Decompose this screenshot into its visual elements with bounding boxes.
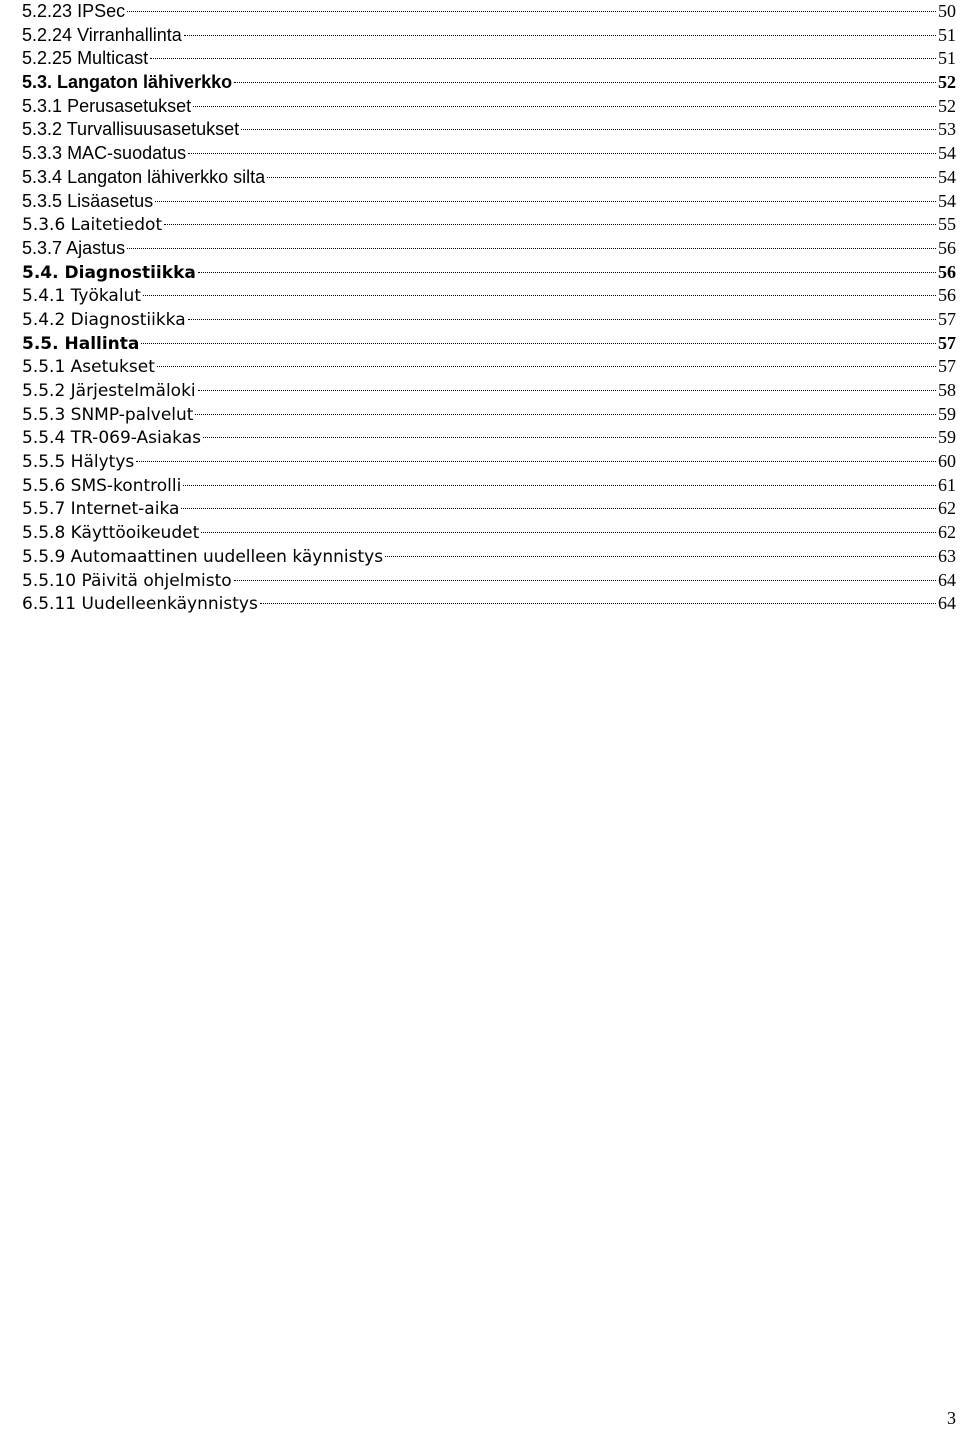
toc-entry-label xyxy=(22,593,258,617)
table-of-contents xyxy=(22,0,956,616)
dot-leader xyxy=(184,35,936,36)
toc-entry-page: 64 xyxy=(938,593,956,614)
toc-entry-label xyxy=(22,309,186,333)
dot-leader xyxy=(141,343,936,344)
toc-entry-page: 62 xyxy=(938,522,956,543)
toc-entry-label xyxy=(22,356,155,380)
toc-entry-label xyxy=(22,475,181,499)
toc-entry-title: Virranhallinta xyxy=(77,24,182,45)
toc-entry-page: 63 xyxy=(938,545,956,566)
toc-entry-title: Multicast xyxy=(77,48,149,69)
toc-entry-number: 5.5.6 xyxy=(22,475,66,496)
toc-entry-page: 64 xyxy=(938,569,956,590)
toc-entry-label xyxy=(22,24,182,48)
dot-leader xyxy=(201,532,936,533)
toc-entry[interactable] xyxy=(22,403,956,427)
toc-entry-number: 5.2.23 xyxy=(22,1,73,21)
toc-entry-number: 6.5.11 xyxy=(22,594,77,615)
toc-entry-label xyxy=(22,285,141,309)
dot-leader xyxy=(193,106,936,107)
toc-entry-title: Diagnostiikka xyxy=(70,309,186,330)
toc-entry-page: 57 xyxy=(938,308,956,329)
dot-leader xyxy=(267,177,936,178)
dot-leader xyxy=(150,58,936,59)
toc-entry[interactable] xyxy=(22,332,956,356)
dot-leader xyxy=(241,129,936,130)
toc-entry-page: 54 xyxy=(938,143,956,164)
dot-leader xyxy=(195,414,936,415)
toc-entry[interactable] xyxy=(22,355,956,379)
toc-entry-title: Päivitä ohjelmisto xyxy=(81,570,232,591)
dot-leader xyxy=(136,461,936,462)
toc-entry-label xyxy=(22,237,125,261)
dot-leader xyxy=(181,508,936,509)
toc-entry-title: Langaton lähiverkko xyxy=(57,72,233,93)
toc-entry-label xyxy=(22,522,199,546)
toc-entry-number: 5.2.25 xyxy=(22,48,73,69)
toc-entry[interactable] xyxy=(22,118,956,142)
toc-entry-title: Perusasetukset xyxy=(67,95,192,116)
toc-entry-page: 53 xyxy=(938,119,956,140)
dot-leader xyxy=(385,556,936,557)
toc-entry-label xyxy=(22,333,139,357)
toc-entry-number: 5.4.2 xyxy=(22,309,66,330)
toc-entry-page: 61 xyxy=(938,474,956,495)
toc-entry[interactable] xyxy=(22,190,956,214)
toc-entry-title: Laitetiedot xyxy=(70,215,163,236)
toc-entry[interactable] xyxy=(22,545,956,569)
toc-entry-number: 5.4. xyxy=(22,262,59,283)
toc-entry[interactable] xyxy=(22,308,956,332)
toc-entry[interactable] xyxy=(22,379,956,403)
toc-entry-page: 59 xyxy=(938,403,956,424)
toc-entry-page: 54 xyxy=(938,190,956,211)
toc-entry-number: 5.5.9 xyxy=(22,546,66,567)
toc-entry-number: 5.3. xyxy=(22,72,53,93)
toc-entry-label xyxy=(22,118,239,142)
toc-entry-page: 62 xyxy=(938,498,956,519)
toc-entry-label xyxy=(22,0,125,24)
toc-entry-number: 5.3.3 xyxy=(22,143,63,164)
dot-leader xyxy=(198,390,936,391)
dot-leader xyxy=(143,295,936,296)
dot-leader xyxy=(183,485,936,486)
toc-entry[interactable] xyxy=(22,71,956,95)
toc-entry-label xyxy=(22,142,186,166)
toc-entry-number: 5.3.5 xyxy=(22,190,63,211)
toc-entry-title: Lisäasetus xyxy=(67,190,154,211)
toc-entry-page: 56 xyxy=(938,237,956,258)
toc-entry-label xyxy=(22,47,148,71)
toc-entry-label xyxy=(22,546,383,570)
toc-entry[interactable] xyxy=(22,237,956,261)
toc-entry-label xyxy=(22,498,179,522)
toc-entry-label xyxy=(22,214,162,238)
dot-leader xyxy=(188,319,936,320)
toc-entry-label xyxy=(22,71,232,95)
toc-entry-number: 5.3.4 xyxy=(22,166,63,187)
toc-entry-title: Ajastus xyxy=(66,237,126,258)
toc-entry-page: 57 xyxy=(938,332,956,353)
toc-entry-title: Uudelleenkäynnistys xyxy=(81,594,258,615)
toc-entry[interactable] xyxy=(22,261,956,285)
toc-entry-label xyxy=(22,451,134,475)
toc-entry[interactable] xyxy=(22,426,956,450)
toc-entry-page: 60 xyxy=(938,451,956,472)
dot-leader xyxy=(155,201,936,202)
toc-entry[interactable] xyxy=(22,0,956,24)
toc-entry-number: 5.2.24 xyxy=(22,24,73,45)
toc-entry-title: Internet-aika xyxy=(70,499,180,520)
toc-entry-page: 51 xyxy=(938,48,956,69)
toc-entry-title: Järjestelmäloki xyxy=(70,381,196,401)
toc-entry-number: 5.3.1 xyxy=(22,95,63,116)
toc-entry-title: Turvallisuusasetukset xyxy=(66,119,240,140)
toc-entry-number: 5.5.8 xyxy=(22,523,66,544)
toc-entry[interactable] xyxy=(22,497,956,521)
toc-entry-title: Diagnostiikka xyxy=(64,262,196,283)
toc-entry-label xyxy=(22,166,265,190)
toc-entry-title: IPSec xyxy=(77,1,126,21)
toc-entry[interactable] xyxy=(22,450,956,474)
toc-entry-label xyxy=(22,95,191,119)
dot-leader xyxy=(234,580,936,581)
dot-leader xyxy=(188,153,936,154)
dot-leader xyxy=(203,437,936,438)
page-number: 3 xyxy=(947,1408,956,1428)
toc-entry-number: 5.5.4 xyxy=(22,428,66,449)
toc-entry-label xyxy=(22,427,201,451)
toc-entry-number: 5.5. xyxy=(22,333,59,354)
toc-entry-label xyxy=(22,570,232,594)
toc-entry[interactable] xyxy=(22,213,956,237)
toc-entry-number: 5.5.3 xyxy=(22,404,66,425)
toc-entry-title: Asetukset xyxy=(70,357,155,378)
toc-entry-title: SMS-kontrolli xyxy=(70,475,182,496)
toc-entry-title: Hallinta xyxy=(64,333,140,354)
toc-entry-page: 51 xyxy=(938,24,956,45)
toc-entry[interactable] xyxy=(22,569,956,593)
dot-leader xyxy=(234,82,936,83)
toc-entry[interactable] xyxy=(22,166,956,190)
toc-entry-page: 58 xyxy=(938,380,956,400)
toc-entry-title: TR-069-Asiakas xyxy=(70,428,201,449)
toc-entry-label xyxy=(22,404,193,428)
toc-entry-title: Käyttöoikeudet xyxy=(70,523,200,544)
toc-entry-title: SNMP-palvelut xyxy=(70,404,194,425)
dot-leader xyxy=(164,224,936,225)
toc-entry-number: 5.4.1 xyxy=(22,286,66,307)
toc-entry[interactable] xyxy=(22,24,956,48)
toc-entry[interactable] xyxy=(22,521,956,545)
toc-entry-number: 5.5.7 xyxy=(22,499,66,520)
toc-entry-number: 5.3.7 xyxy=(22,237,63,258)
toc-entry-title: Automaattinen uudelleen käynnistys xyxy=(70,546,384,567)
toc-entry-page: 52 xyxy=(938,95,956,116)
toc-entry[interactable] xyxy=(22,142,956,166)
toc-entry-number: 5.5.10 xyxy=(22,570,77,591)
toc-entry-title: MAC-suodatus xyxy=(67,143,187,164)
toc-entry[interactable] xyxy=(22,47,956,71)
toc-entry-number: 5.3.2 xyxy=(22,119,63,140)
dot-leader xyxy=(198,272,936,273)
toc-entry[interactable] xyxy=(22,474,956,498)
toc-entry-number: 5.5.2 xyxy=(22,381,66,401)
toc-entry-page: 50 xyxy=(938,1,956,21)
toc-entry-title: Hälytys xyxy=(70,452,135,473)
toc-entry[interactable] xyxy=(22,592,956,616)
dot-leader xyxy=(127,248,936,249)
toc-entry-page: 57 xyxy=(938,356,956,377)
toc-entry-number: 5.3.6 xyxy=(22,215,66,236)
toc-entry-number: 5.5.5 xyxy=(22,452,66,473)
toc-entry-page: 52 xyxy=(938,72,956,93)
toc-entry-page: 56 xyxy=(938,285,956,306)
toc-entry-page: 56 xyxy=(938,261,956,282)
toc-entry[interactable] xyxy=(22,284,956,308)
toc-entry-label xyxy=(22,262,196,286)
toc-entry-page: 55 xyxy=(938,214,956,235)
toc-entry-page: 54 xyxy=(938,166,956,187)
toc-entry-number: 5.5.1 xyxy=(22,357,66,378)
toc-entry-title: Langaton lähiverkko silta xyxy=(67,166,266,187)
toc-entry[interactable] xyxy=(22,95,956,119)
toc-entry-title: Työkalut xyxy=(70,286,141,307)
dot-leader xyxy=(157,366,936,367)
toc-entry-label xyxy=(22,190,153,214)
toc-entry-label xyxy=(22,380,196,404)
toc-entry-page: 59 xyxy=(938,427,956,448)
dot-leader xyxy=(260,603,936,604)
dot-leader xyxy=(127,11,936,12)
